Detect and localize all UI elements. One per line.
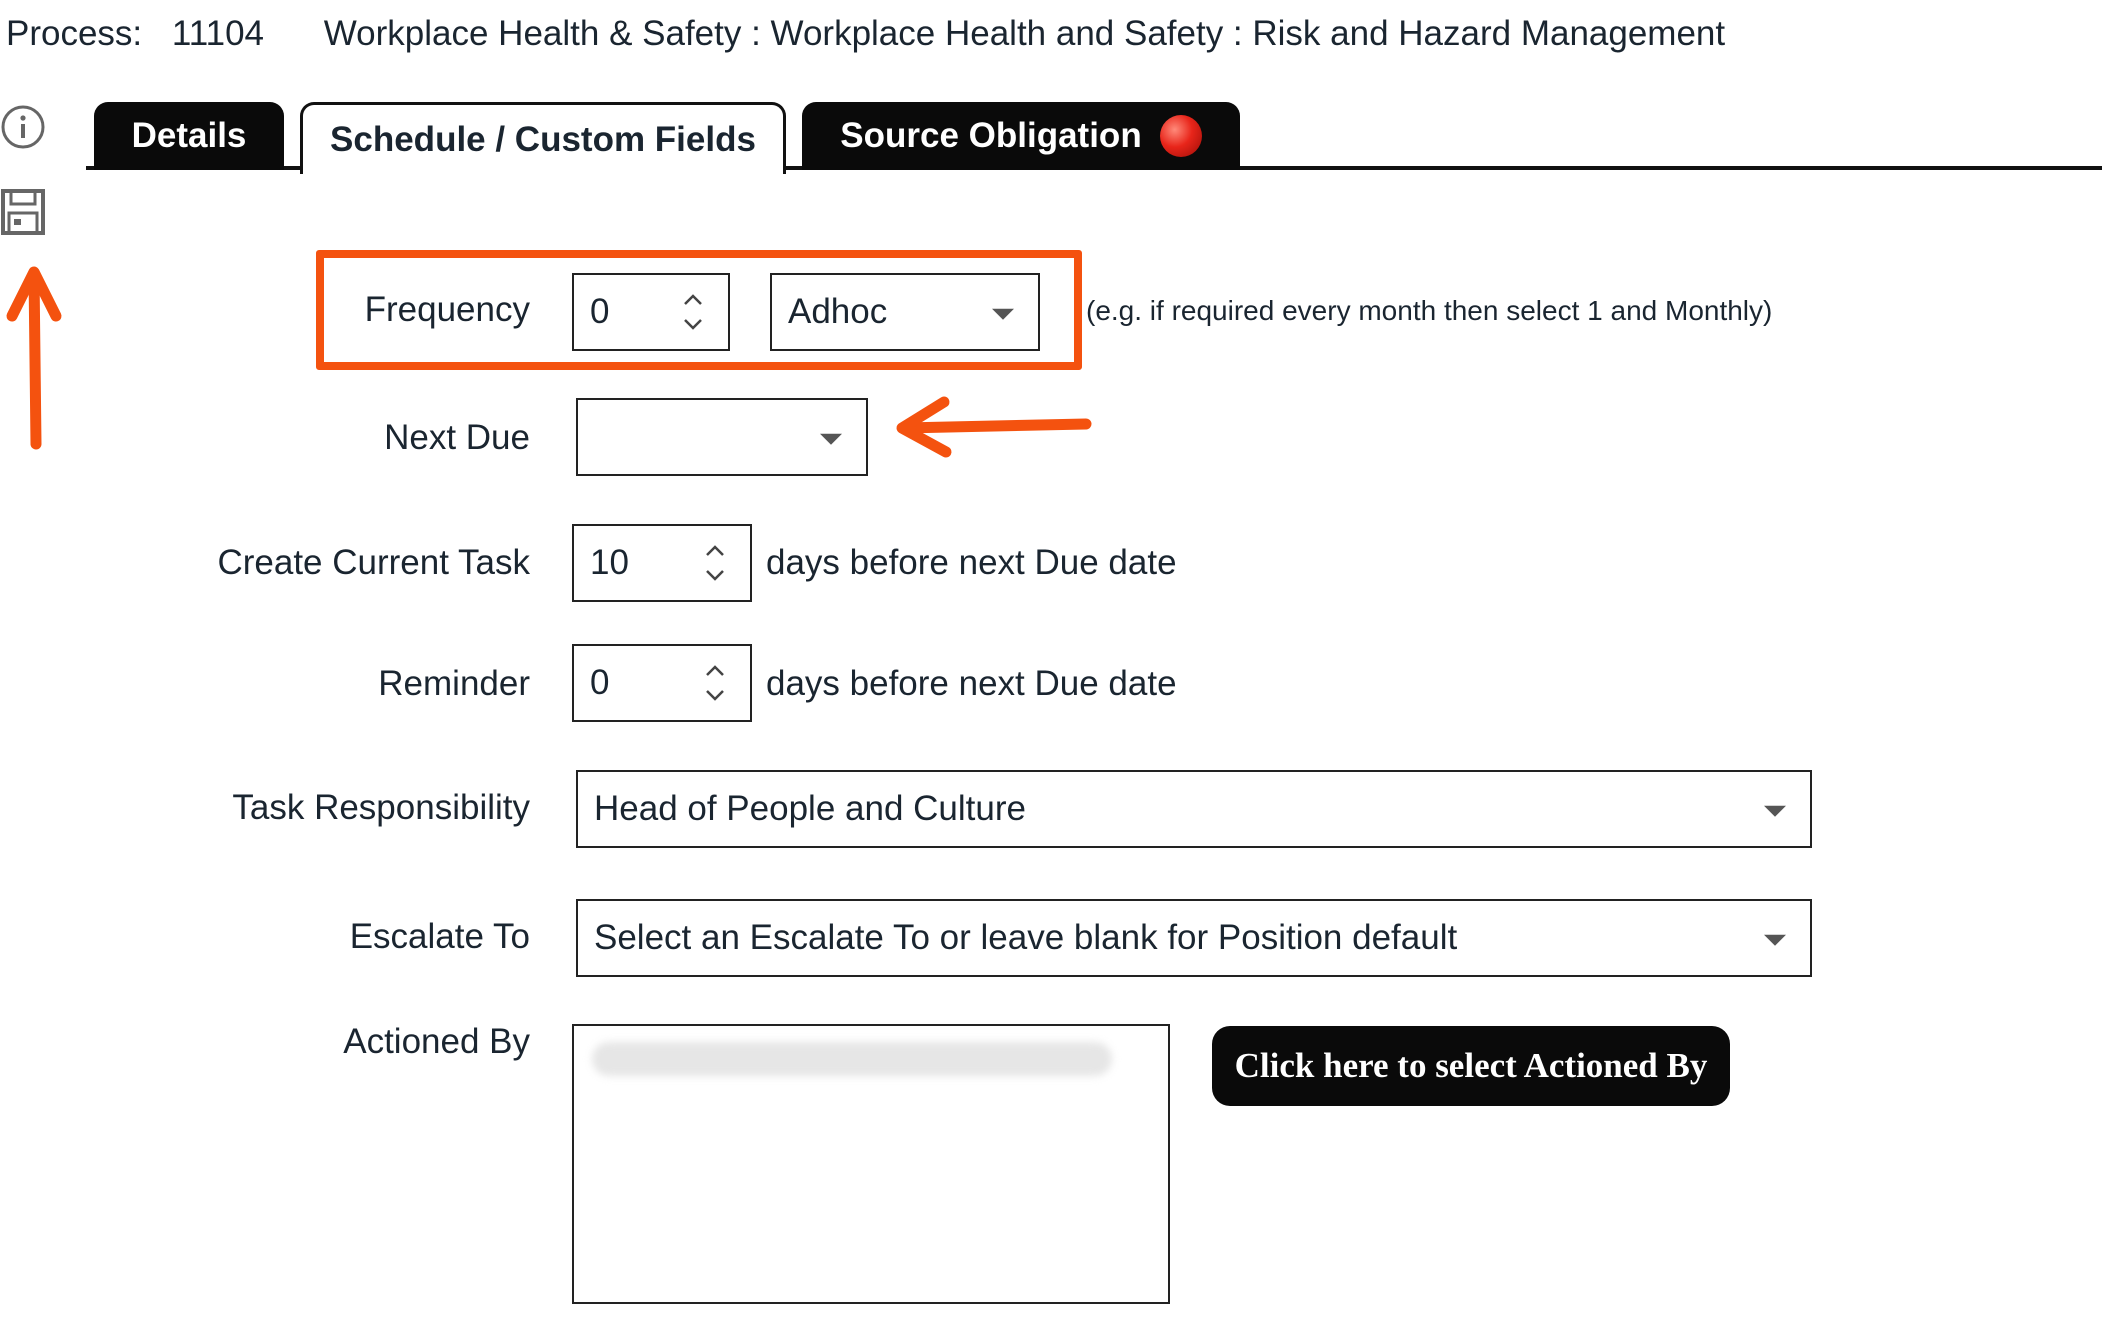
task-responsibility-label: Task Responsibility [232,788,530,827]
escalate-to-label: Escalate To [349,917,530,956]
next-due-label: Next Due [384,418,530,457]
process-path: Workplace Health & Safety : Workplace Health and Safety : Risk and Hazard Management [323,14,1726,53]
create-current-task-suffix: days before next Due date [766,543,1177,582]
chevron-down-icon [1764,935,1786,946]
chevron-down-icon [992,309,1014,320]
escalate-to-select[interactable]: Select an Escalate To or leave blank for Position default [576,899,1812,977]
frequency-label: Frequency [364,290,530,329]
tab-details[interactable] [94,102,284,170]
reminder-suffix: days before next Due date [766,664,1177,703]
chevron-down-icon [820,434,842,445]
process-id: 11104 [171,14,265,53]
redacted-entry [592,1042,1112,1076]
create-current-task-label: Create Current Task [217,543,530,582]
select-actioned-by-button[interactable]: Click here to select Actioned By [1212,1026,1730,1106]
next-due-select[interactable] [576,398,868,476]
chevron-down-icon [1764,806,1786,817]
actioned-by-label: Actioned By [343,1022,530,1061]
annotation-left-arrow [890,392,1096,462]
process-header [6,14,1725,54]
task-responsibility-select[interactable]: Head of People and Culture [576,770,1812,848]
status-dot-icon [1160,115,1202,157]
info-icon[interactable] [0,104,46,150]
reminder-input[interactable]: 0 [572,644,752,722]
frequency-number-input[interactable]: 0 [572,273,730,351]
tab-source-label: Source Obligation [840,116,1142,155]
tab-source-obligation[interactable] [802,102,1240,170]
spinner-icon[interactable] [704,661,726,705]
tab-schedule-label: Schedule / Custom Fields [330,119,756,159]
reminder-label: Reminder [378,664,530,703]
actioned-by-list[interactable] [572,1024,1170,1304]
spinner-icon[interactable] [682,290,704,334]
spinner-icon[interactable] [704,541,726,585]
create-current-task-input[interactable]: 10 [572,524,752,602]
process-label: Process: [6,14,143,53]
save-icon[interactable] [0,188,46,236]
tab-schedule-custom-fields[interactable] [300,102,786,174]
frequency-hint: (e.g. if required every month then select 1 and Monthly) [1086,295,1773,326]
frequency-unit-select[interactable]: Adhoc [770,273,1040,351]
tab-details-label: Details [131,116,247,155]
annotation-up-arrow [0,262,70,454]
